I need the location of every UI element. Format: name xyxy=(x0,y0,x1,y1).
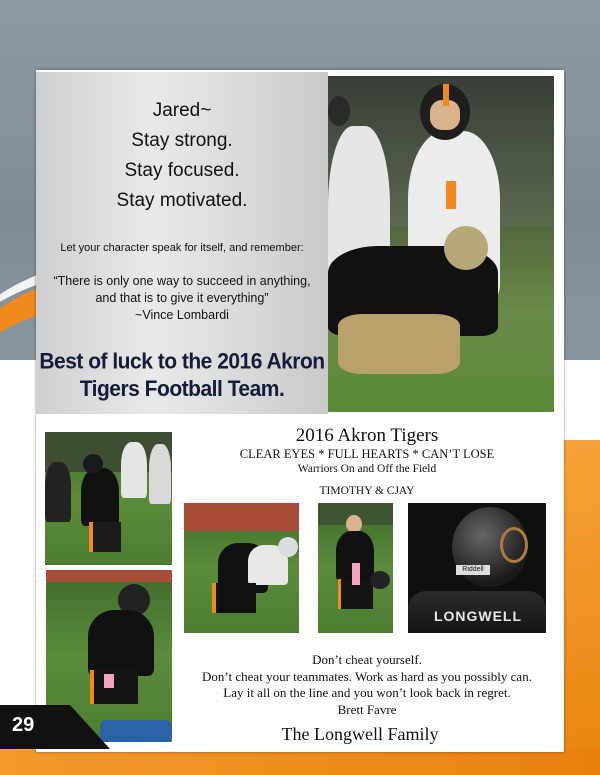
tigers-heading xyxy=(236,425,498,498)
character-text: Let your character speak for itself, and remember: xyxy=(60,242,304,254)
photo-quarterback-lineup xyxy=(328,76,554,412)
decorative-orange-footer xyxy=(0,748,600,775)
message-line: Stay strong. xyxy=(131,130,233,151)
photo-running-play xyxy=(45,432,172,565)
favre-line: Don’t cheat yourself. xyxy=(312,652,422,667)
favre-line: Lay it all on the line and you won’t look back in regret. xyxy=(223,685,511,700)
favre-line: Don’t cheat your teammates. Work as hard as you possibly can. xyxy=(202,668,532,684)
quote-line: “There is only one way to succeed in anything, xyxy=(53,274,311,288)
best-line: Tigers Football Team. xyxy=(79,377,285,402)
message-line: Stay focused. xyxy=(124,160,240,181)
message-panel xyxy=(36,72,328,414)
quote-line: and that is to give it everything” xyxy=(95,291,269,305)
tigers-names: TIMOTHY & CJAY xyxy=(319,485,415,497)
tigers-tagline: Warriors On and Off the Field xyxy=(297,463,437,475)
photo-player-walking xyxy=(318,503,393,633)
page-number: 29 xyxy=(12,714,35,736)
tigers-motto: CLEAR EYES * FULL HEARTS * CAN’T LOSE xyxy=(239,447,495,461)
favre-quote xyxy=(178,652,556,718)
lombardi-quote xyxy=(36,273,328,324)
jersey-name: LONGWELL xyxy=(433,608,523,624)
tigers-title: 2016 Akron Tigers xyxy=(295,425,439,446)
favre-attribution: Brett Favre xyxy=(337,701,397,717)
photo-longwell-back xyxy=(408,503,546,633)
quote-attribution: ~Vince Lombardi xyxy=(135,308,229,322)
message-line: Jared~ xyxy=(152,100,212,121)
family-signature: The Longwell Family xyxy=(281,724,439,744)
photo-tackle xyxy=(184,503,299,633)
message-block xyxy=(36,96,328,216)
helmet-brand-label: Riddell xyxy=(456,565,490,575)
best-line: Best of luck to the 2016 Akron xyxy=(39,349,325,374)
best-of-luck-heading xyxy=(36,349,328,404)
message-line: Stay motivated. xyxy=(116,190,248,211)
